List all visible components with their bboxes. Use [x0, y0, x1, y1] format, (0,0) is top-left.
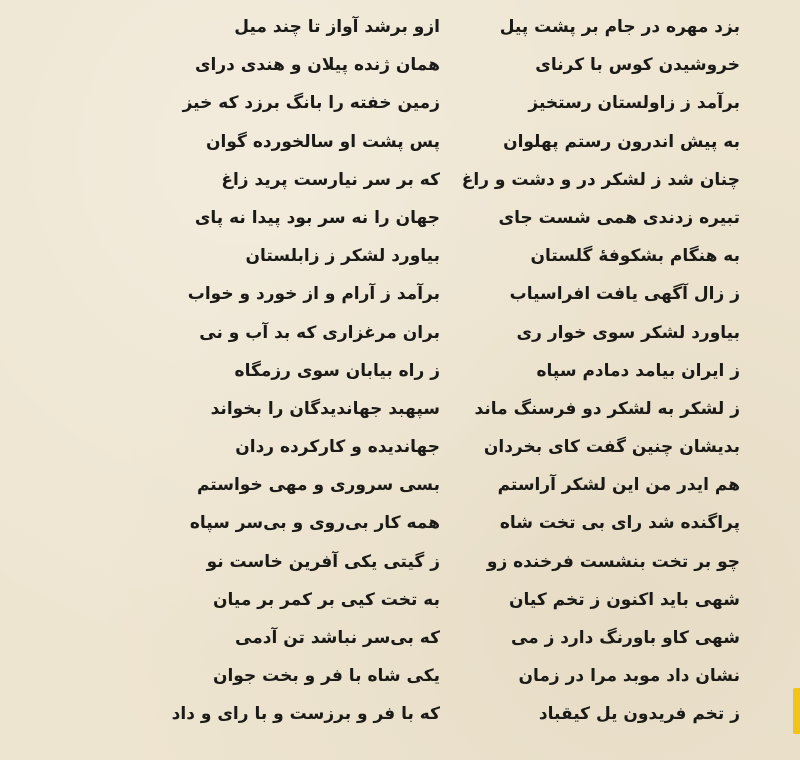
mesra-first: به هنگام بشکوفهٔ گلستان	[530, 246, 740, 267]
mesra-second: که بی‌سر نباشد تن آدمی	[235, 628, 440, 648]
mesra-second: برآمد ز آرام و از خورد و خواب	[187, 284, 440, 305]
mesra-second: جهان را نه سر بود پیدا نه پای	[194, 207, 440, 228]
mesra-second: سپهبد جهاندیدگان را بخواند	[210, 398, 440, 419]
beyt-row	[0, 275, 800, 313]
beyt-row	[0, 428, 800, 466]
mesra-first: ز زال آگهی یافت افراسیاب	[509, 284, 740, 305]
beyt-row	[0, 352, 800, 390]
mesra-first: خروشیدن کوس با کرنای	[535, 55, 740, 76]
mesra-first: شهی کاو باورنگ دارد ز می	[510, 628, 740, 648]
mesra-first: شهی باید اکنون ز تخم کیان	[509, 589, 740, 610]
beyt-row	[0, 619, 800, 657]
mesra-second: همه کار بی‌روی و بی‌سر سپاه	[189, 513, 440, 534]
mesra-second: به تخت کیی بر کمر بر میان	[213, 589, 440, 610]
mesra-second: یکی شاه با فر و بخت جوان	[212, 666, 440, 687]
mesra-first: بدیشان چنین گفت کای بخردان	[483, 437, 740, 458]
mesra-second: بران مرغزاری که بد آب و نی	[199, 322, 440, 343]
beyt-row	[0, 237, 800, 275]
mesra-second: که بر سر نیارست پرید زاغ	[221, 169, 440, 190]
mesra-first: تبیره زدندی همی شست جای	[498, 207, 740, 228]
beyt-row	[0, 657, 800, 695]
mesra-second: بسی سروری و مهی خواستم	[196, 475, 440, 496]
beyt-row	[0, 504, 800, 542]
mesra-second: پس پشت او سالخورده گوان	[206, 131, 440, 152]
mesra-first: بزد مهره در جام بر پشت پیل	[499, 17, 740, 37]
mesra-second: ز راه بیابان سوی رزمگاه	[234, 360, 440, 381]
mesra-first: ز لشکر به لشکر دو فرسنگ ماند	[474, 398, 740, 419]
poem-text	[0, 8, 800, 734]
mesra-second: ز گیتی یکی آفرین خاست نو	[206, 551, 440, 572]
beyt-row	[0, 695, 800, 733]
beyt-row	[0, 46, 800, 84]
mesra-second: زمین خفته را بانگ برزد که خیز	[182, 93, 440, 114]
mesra-first: نشان داد موبد مرا در زمان	[518, 666, 740, 687]
mesra-first: چو بر تخت بنشست فرخنده زو	[486, 551, 740, 572]
beyt-row	[0, 581, 800, 619]
mesra-first: به پیش اندرون رستم پهلوان	[503, 131, 740, 152]
mesra-first: چنان شد ز لشکر در و دشت و راغ	[461, 169, 740, 190]
mesra-second: جهاندیده و کارکرده ردان	[235, 437, 440, 458]
beyt-row	[0, 161, 800, 199]
beyt-row	[0, 123, 800, 161]
beyt-row	[0, 314, 800, 352]
mesra-first: برآمد ز زاولستان رستخیز	[528, 93, 740, 114]
beyt-row	[0, 199, 800, 237]
mesra-first: هم ایدر من این لشکر آراستم	[497, 475, 740, 496]
beyt-row	[0, 543, 800, 581]
beyt-row	[0, 390, 800, 428]
beyt-row	[0, 8, 800, 46]
beyt-row	[0, 466, 800, 504]
mesra-second: همان ژنده پیلان و هندی درای	[194, 55, 440, 76]
mesra-first: ز تخم فریدون یل کیقباد	[538, 704, 740, 725]
mesra-first: ز ایران بیامد دمادم سپاه	[536, 360, 740, 381]
mesra-first: پراگنده شد رای بی تخت شاه	[499, 513, 740, 534]
mesra-second: ازو برشد آواز تا چند میل	[234, 17, 440, 37]
mesra-first: بیاورد لشکر سوی خوار ری	[516, 322, 740, 343]
mesra-second: که با فر و برزست و با رای و داد	[171, 704, 440, 725]
mesra-second: بیاورد لشکر ز زابلستان	[245, 246, 440, 267]
edge-tab-marker	[793, 688, 800, 734]
beyt-row	[0, 84, 800, 122]
